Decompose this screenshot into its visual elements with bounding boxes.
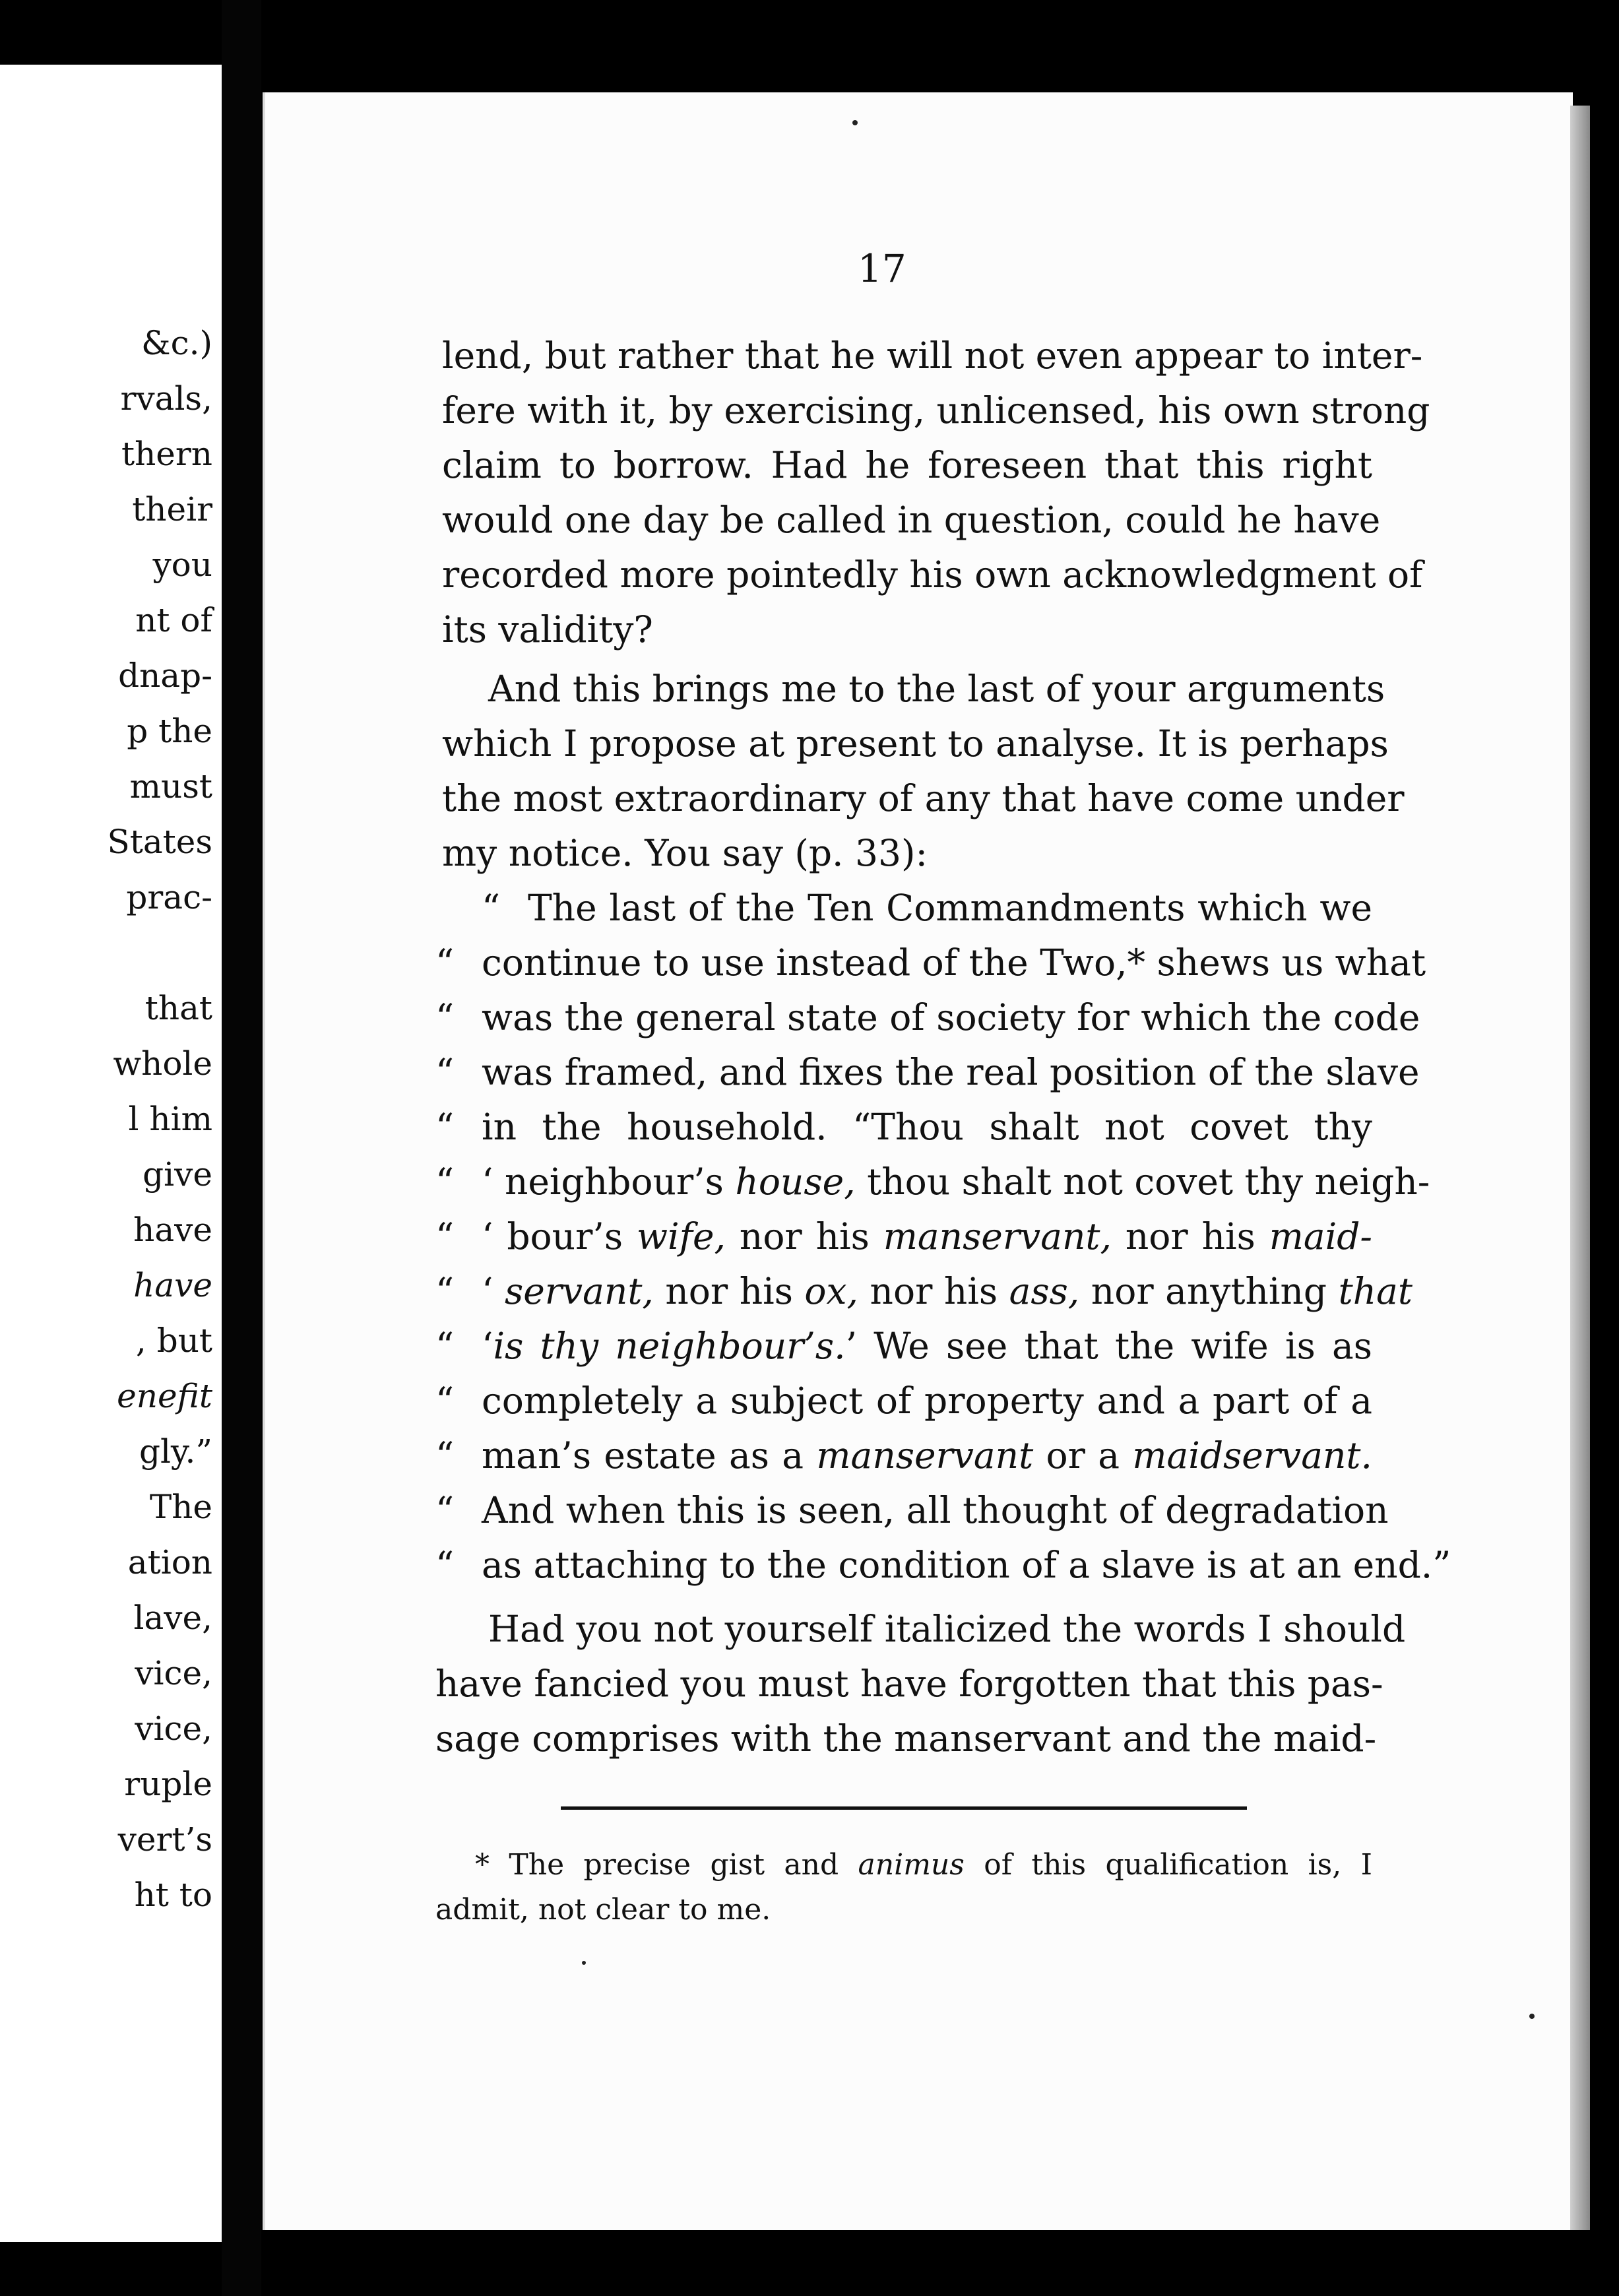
text-line: And this brings me to the last of your arguments [488,668,1385,710]
quote-text: continue to use instead of the Two,* shews us what [482,941,1426,984]
facing-page-text-line: give [143,1155,212,1194]
quote-mark: “ [435,1380,455,1422]
quote-line [435,1209,1372,1264]
facing-page-text-line: , but [135,1322,212,1360]
italic-word: that [1338,1270,1413,1312]
facing-page-text-line: &c.) [141,324,212,362]
page-number: 17 [858,246,906,291]
quote-line [435,1264,1413,1319]
facing-page-text-line: nt of [135,601,212,639]
facing-page-text-line: The [149,1488,212,1526]
quote-text: was the general state of society for which the code [482,996,1420,1038]
quote-line [435,990,1420,1045]
facing-page-text-line: their [132,490,212,528]
text-line: would one day be called in question, could he have [442,499,1381,541]
footnote-rule [561,1806,1247,1810]
quote-mark: “ [435,1489,455,1531]
quote-text: was framed, and fixes the real position of the slave [482,1051,1420,1093]
quote-mark: “ [482,887,501,929]
text-line: fere with it, by exercising, unlicensed, his own strong [442,389,1430,431]
quote-text: And when this is seen, all thought of degradation [482,1489,1389,1531]
italic-word: manservant, [883,1215,1112,1258]
facing-page-text-line: that [144,989,212,1027]
facing-page-text-line: have [133,1211,212,1249]
footnote-line: * The precise gist and animus of this qualification is, I [475,1848,1372,1882]
quote-line [435,1155,1430,1209]
quote-line [435,1319,1372,1374]
quote-mark: “ [435,1270,455,1312]
quote-mark: “ [435,1325,455,1367]
quote-mark: “ [435,1051,455,1093]
facing-page-text-line: ruple [124,1765,212,1803]
quote-line [435,936,1426,990]
quote-text: ‘ neighbour’s house, thou shalt not covet thy neigh- [482,1161,1430,1203]
italic-word: ox, [804,1270,859,1312]
quote-line [435,1538,1451,1593]
quote-mark: “ [435,941,455,984]
quote-line [435,1374,1372,1428]
facing-page-text-line: l him [128,1100,212,1138]
quote-mark: “ [435,1434,455,1477]
facing-page-text-line: you [152,546,212,584]
quote-line [435,1100,1372,1155]
facing-page-text-line: vice, [135,1709,212,1748]
italic-word: manservant [816,1434,1034,1477]
facing-page-text-line: prac- [126,878,212,916]
scan-speck [852,120,858,125]
facing-page-text-line: vice, [135,1654,212,1692]
quote-text: in the household. “Thou shalt not covet thy [482,1106,1372,1148]
quote-text: ‘ bour’s wife, nor his manservant, nor his maid- [482,1215,1373,1258]
quote-line [482,881,1372,936]
facing-page-text-line: p the [127,712,212,750]
text-line: have fancied you must have forgotten that this pas- [435,1663,1383,1705]
text-line: claim to borrow. Had he foreseen that this right [442,444,1372,486]
facing-page-text-line: must [129,767,212,806]
text-line: which I propose at present to analyse. It is perhaps [442,722,1389,765]
scan-speck [582,1961,586,1965]
italic-word: house, [735,1161,856,1203]
text-line: sage comprises with the manservant and the maid- [435,1717,1377,1760]
text-line: the most extraordinary of any that have come under [442,777,1405,819]
italic-word: wife, [636,1215,726,1258]
facing-page-text-line: vert’s [117,1820,212,1859]
italic-word: ass, [1009,1270,1080,1312]
quote-text: completely a subject of property and a part of a [482,1380,1372,1422]
text-line: recorded more pointedly his own acknowledgment of [442,554,1423,596]
italic-word: animus [858,1848,965,1882]
facing-page-text-line: have [133,1266,212,1304]
quote-text: as attaching to the condition of a slave is at an end.” [482,1544,1451,1586]
facing-page-text-line: dnap- [118,656,212,695]
facing-page-text-line: rvals, [120,379,212,418]
page-edge [1570,106,1590,2230]
italic-word: is thy neighbour’s. [493,1325,846,1367]
text-line: Had you not yourself italicized the words I should [488,1608,1406,1650]
book-gutter [222,0,261,2296]
facing-page-text-line: ation [127,1543,212,1581]
italic-word: maidservant. [1132,1434,1372,1477]
quote-mark: “ [435,1215,455,1258]
italic-word: maid- [1269,1215,1373,1258]
facing-page-text-line: ht to [134,1876,212,1914]
quote-line [435,1483,1389,1538]
facing-page-text-line: lave, [133,1599,212,1637]
footnote-line: admit, not clear to me. [435,1893,771,1927]
facing-page-text-line: gly.” [139,1432,212,1471]
quote-text: ‘ servant, nor his ox, nor his ass, nor anything that [482,1270,1413,1312]
quote-line [435,1428,1372,1483]
facing-page-text-line: States [107,823,212,861]
italic-word: servant, [504,1270,654,1312]
quote-line [435,1045,1420,1100]
facing-page-text-line: thern [121,435,212,473]
quote-text: The last of the Ten Commandments which we [528,887,1372,929]
quote-text: man’s estate as a manservant or a maidservant. [482,1434,1372,1477]
facing-page-text-line: whole [113,1044,212,1083]
scan-speck [1529,2014,1535,2019]
facing-page-left [0,65,222,2242]
quote-mark: “ [435,1161,455,1203]
quote-mark: “ [435,996,455,1038]
quote-text: ‘is thy neighbour’s.’ We see that the wife is as [482,1325,1372,1367]
quote-mark: “ [435,1106,455,1148]
quote-mark: “ [435,1544,455,1586]
text-line: my notice. You say (p. 33): [442,832,928,874]
text-line: its validity? [442,608,653,651]
text-line: lend, but rather that he will not even appear to inter- [442,335,1423,377]
facing-page-text-line: enefit [117,1377,212,1415]
